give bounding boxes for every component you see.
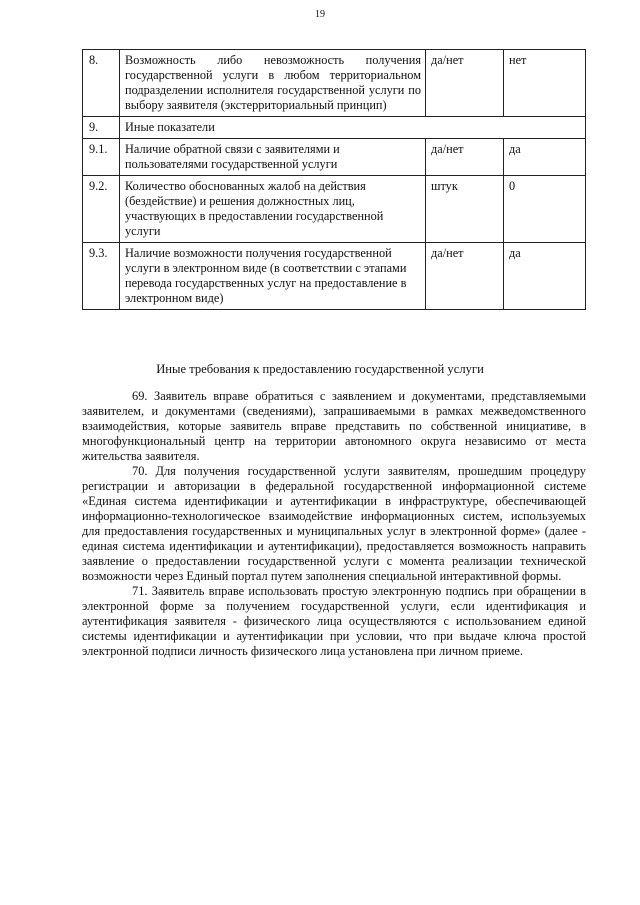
row-number: 9.1. xyxy=(83,139,120,176)
clause-70: 70. Для получения государственной услуги заявителям, прошедшим процедуру регистрации и авторизации в федеральной государственной информационной системе «Единая система идентификации и аутентификации в инфраструктуре, обеспечивающей информационно-технологическое взаимодействие информационных систем, используемых для предоставления государственных и муниципальных услуг в электронной форме» (далее - единая система идентификации и аутентификации), предоставляется возможность направить заявление о предоставлении государственной услуги с момента реализации технической возможности через Единый портал путем заполнения специальной интерактивной формы. xyxy=(82,464,586,583)
table-row xyxy=(83,176,586,243)
table-row xyxy=(83,243,586,310)
clauses-body xyxy=(82,389,586,659)
indicator-text: Количество обоснованных жалоб на действия (бездействие) и решения должностных лиц, участвующих в предоставлении государственной услуги xyxy=(120,176,426,243)
section-heading: Иные требования к предоставлению государственной услуги xyxy=(156,362,484,376)
row-number: 9.2. xyxy=(83,176,120,243)
indicator-text: Наличие обратной связи с заявителями и пользователями государственной услуги xyxy=(120,139,426,176)
value-cell: нет xyxy=(504,50,586,117)
unit-cell: да/нет xyxy=(426,139,504,176)
page-number: 19 xyxy=(315,9,325,20)
clause-71: 71. Заявитель вправе использовать простую электронную подпись при обращении в электронной форме за получением государственной услуги, если идентификация и аутентификация заявителя - физического лица осуществляются с использованием единой системы идентификации и аутентификации при условии, что при выдаче ключа простой электронной подписи личность физического лица установлена при личном приеме. xyxy=(82,584,586,658)
unit-cell: да/нет xyxy=(426,50,504,117)
value-cell: да xyxy=(504,243,586,310)
clause-69: 69. Заявитель вправе обратиться с заявлением и документами, представляемыми заявителем, и документами (сведениями), запрашиваемыми в рамках межведомственного взаимодействия, которые заявитель вправе представить по собственной инициативе, в многофункциональный центр на территории автономного округа независимо от места жительства заявителя. xyxy=(82,389,586,463)
row-number: 9.3. xyxy=(83,243,120,310)
table-row xyxy=(83,139,586,176)
value-cell: да xyxy=(504,139,586,176)
indicator-text: Возможность либо невозможность получения государственной услуги в любом территориальном подразделении исполнителя государственной услуги по выбору заявителя (экстерриториальный принцип) xyxy=(120,50,426,117)
indicator-text: Наличие возможности получения государственной услуги в электронном виде (в соответствии с этапами перевода государственных услуг на предоставление в электронном виде) xyxy=(120,243,426,310)
row-number: 9. xyxy=(83,117,120,139)
unit-cell: штук xyxy=(426,176,504,243)
row-number: 8. xyxy=(83,50,120,117)
unit-cell: да/нет xyxy=(426,243,504,310)
section-label: Иные показатели xyxy=(120,117,586,139)
indicators-table xyxy=(82,49,586,310)
table-row xyxy=(83,117,586,139)
table-row xyxy=(83,50,586,117)
value-cell: 0 xyxy=(504,176,586,243)
